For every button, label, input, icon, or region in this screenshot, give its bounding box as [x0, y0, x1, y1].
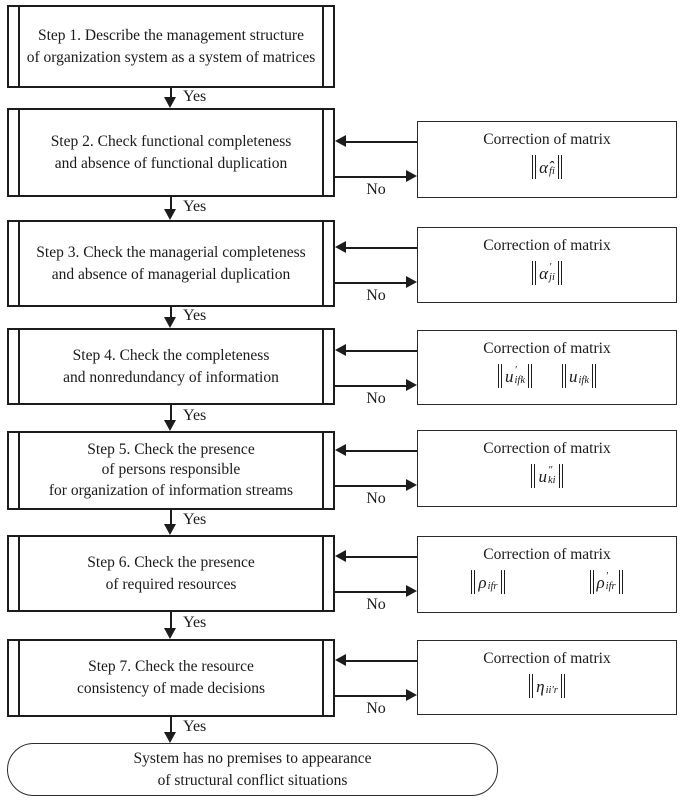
step-3-line-2: and absence of managerial duplication [51, 265, 291, 283]
matrix-indices: ii′r [545, 685, 558, 696]
down-arrow-line [170, 612, 172, 628]
double-border-line [18, 537, 20, 610]
no-label: No [366, 490, 386, 507]
matrix-indices: ifr [487, 581, 498, 592]
matrix-symbol: u [569, 366, 578, 386]
correction-box-6 [417, 640, 677, 715]
step-7-box [7, 639, 335, 717]
double-border-line [18, 641, 20, 715]
yes-label: Yes [183, 307, 207, 324]
down-arrow-line [170, 197, 172, 209]
step-2-line-2: and absence of functional duplication [54, 154, 288, 172]
step-5-line-2: of persons responsible [101, 461, 241, 479]
matrix-symbol: α [539, 263, 549, 283]
down-arrow-head [164, 524, 176, 535]
double-border-line [322, 7, 324, 86]
correction-box-2 [417, 227, 677, 303]
double-border-line [322, 537, 324, 610]
matrix-indices: ′ ifk [514, 365, 525, 386]
no-label: No [366, 181, 386, 198]
matrix-symbol: u [505, 366, 514, 386]
matrix-symbol: ρ [478, 572, 487, 592]
no-arrow-head [406, 170, 417, 182]
down-arrow-line [170, 88, 172, 97]
no-arrow-line [335, 485, 406, 487]
no-label: No [366, 287, 386, 304]
correction-box-5 [417, 536, 677, 613]
no-arrow-line [335, 385, 406, 387]
down-arrow-line [170, 405, 172, 420]
no-arrow-head [406, 379, 417, 391]
no-arrow-line [335, 695, 406, 697]
down-arrow-head [164, 209, 176, 220]
matrix-norm [471, 570, 504, 594]
matrix-norm [531, 464, 562, 488]
yes-label: Yes [183, 718, 207, 735]
double-border-line [18, 7, 20, 86]
step-2-box [7, 108, 335, 197]
step-5-line-3: for organization of information streams [48, 481, 294, 499]
matrix-indices: ifk [578, 375, 589, 386]
down-arrow-head [164, 732, 176, 743]
matrix-norm [532, 261, 562, 285]
return-arrow-head [335, 344, 346, 356]
step-7-text [77, 656, 265, 700]
return-arrow-line [346, 350, 417, 352]
terminal-line-1: System has no premises to appearance [133, 749, 372, 767]
matrix-indices: ′ ifr [605, 571, 616, 592]
return-arrow-line [346, 556, 417, 558]
double-border-line [18, 110, 20, 195]
step-7-line-1: Step 7. Check the resource [88, 658, 254, 675]
correction-box-3 [417, 330, 677, 405]
step-7-line-2: consistency of made decisions [76, 680, 266, 697]
correction-6-formula [529, 674, 565, 698]
yes-label: Yes [183, 407, 207, 424]
no-arrow-head [406, 276, 417, 288]
no-arrow-head [406, 585, 417, 597]
correction-2-title: Correction of matrix [483, 237, 611, 254]
step-5-box [7, 431, 335, 510]
correction-5-title: Correction of matrix [483, 546, 611, 563]
down-arrow-head [164, 97, 176, 108]
return-arrow-line [346, 141, 417, 143]
correction-box-4 [417, 430, 677, 507]
terminal-line-2: of structural conflict situations [157, 771, 348, 789]
yes-label: Yes [183, 614, 207, 631]
down-arrow-head [164, 420, 176, 431]
correction-box-1 [417, 121, 677, 198]
matrix-norm [562, 364, 596, 388]
return-arrow-head [335, 654, 346, 666]
yes-label: Yes [183, 511, 207, 528]
correction-5-formula [471, 570, 622, 594]
step-6-line-2: of required resources [105, 575, 237, 593]
down-arrow-line [170, 307, 172, 317]
no-arrow-head [406, 689, 417, 701]
double-border-line [18, 222, 20, 305]
terminal-box [7, 743, 498, 796]
double-border-line [322, 641, 324, 715]
correction-3-title: Correction of matrix [483, 340, 611, 357]
down-arrow-head [164, 628, 176, 639]
step-6-box [7, 535, 335, 612]
matrix-norm [529, 674, 565, 698]
step-2-text [51, 131, 292, 175]
no-label: No [366, 390, 386, 407]
return-arrow-line [346, 450, 417, 452]
step-1-box [7, 5, 335, 88]
step-1-line-1: Step 1. Describe the management structure [37, 26, 304, 44]
matrix-norm [590, 570, 623, 594]
yes-label: Yes [183, 88, 207, 105]
down-arrow-head [164, 317, 176, 328]
matrix-indices: ′ ji [549, 262, 555, 283]
correction-4-formula [531, 464, 562, 488]
step-3-box [7, 220, 335, 307]
matrix-indices: fi [549, 166, 555, 177]
step-6-text [87, 552, 254, 596]
step-4-box [7, 328, 335, 405]
correction-2-formula [532, 261, 562, 285]
step-4-line-2: and nonredundancy of information [63, 368, 279, 386]
no-arrow-line [335, 282, 406, 284]
step-3-text [36, 242, 305, 286]
step-3-line-1: Step 3. Check the managerial completeness [36, 243, 306, 261]
matrix-symbol: α̂ [539, 157, 549, 177]
down-arrow-line [170, 717, 172, 732]
matrix-norm [498, 364, 532, 388]
no-arrow-line [335, 591, 406, 593]
return-arrow-head [335, 241, 346, 253]
step-2-line-1: Step 2. Check functional completeness [50, 132, 292, 150]
matrix-symbol: ρ [596, 572, 605, 592]
step-1-text [27, 25, 316, 69]
step-5-line-1: Step 5. Check the presence [87, 441, 255, 459]
matrix-symbol: η [536, 676, 545, 696]
double-border-line [322, 110, 324, 195]
correction-4-title: Correction of matrix [483, 440, 611, 457]
correction-3-formula [498, 364, 596, 388]
matrix-indices: ″ ki [547, 465, 556, 486]
step-4-text [63, 345, 279, 389]
yes-label: Yes [183, 198, 207, 215]
correction-1-formula [532, 155, 562, 179]
return-arrow-head [335, 444, 346, 456]
step-6-line-1: Step 6. Check the presence [87, 553, 255, 571]
double-border-line [18, 433, 20, 508]
double-border-line [18, 330, 20, 403]
no-label: No [366, 596, 386, 613]
correction-1-title: Correction of matrix [483, 131, 611, 148]
step-5-text [49, 440, 293, 500]
step-1-line-2: of organization system as a system of matrices [26, 48, 316, 66]
return-arrow-line [346, 660, 417, 662]
no-label: No [366, 700, 386, 717]
down-arrow-line [170, 510, 172, 524]
double-border-line [322, 433, 324, 508]
double-border-line [322, 222, 324, 305]
double-border-line [322, 330, 324, 403]
no-arrow-head [406, 479, 417, 491]
no-arrow-line [335, 176, 406, 178]
return-arrow-head [335, 135, 346, 147]
correction-6-title: Correction of matrix [483, 650, 611, 667]
return-arrow-line [346, 247, 417, 249]
return-arrow-head [335, 550, 346, 562]
matrix-norm [532, 155, 562, 179]
step-4-line-1: Step 4. Check the completeness [72, 346, 270, 364]
matrix-symbol: u [538, 466, 547, 486]
